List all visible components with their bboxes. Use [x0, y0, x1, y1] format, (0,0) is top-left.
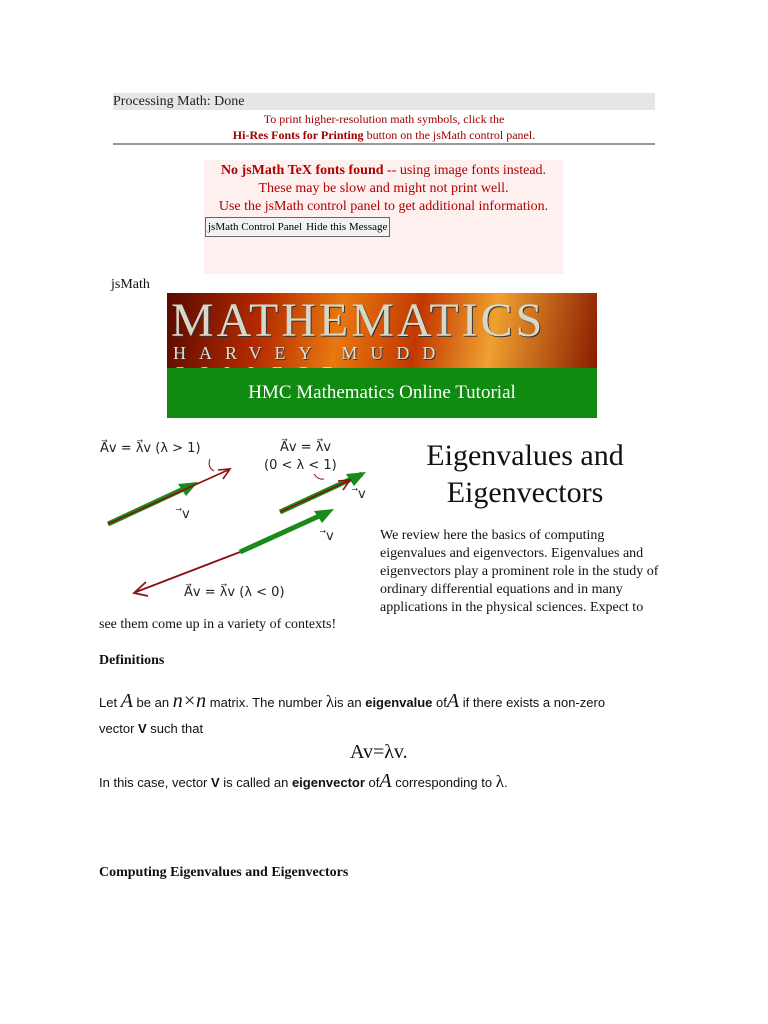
pointer-1 [209, 459, 214, 471]
diagram-label-eq-2: A⃗v = λ⃗v [280, 440, 332, 455]
diagram-label-lambda-lt-0: A⃗v = λ⃗v (λ < 0) [184, 585, 285, 600]
corresponding-text: corresponding to [391, 775, 496, 790]
banner-tutorial-title: HMC Mathematics Online Tutorial [248, 382, 516, 403]
is-an-text: is an [334, 695, 366, 710]
arrow-v-3 [240, 512, 328, 552]
lambda-symbol: λ [325, 692, 335, 711]
definition-line-2 [99, 721, 203, 736]
warning-rest1: -- using image fonts instead. [383, 163, 547, 178]
in-this-case-text: In this case, vector [99, 775, 211, 790]
be-an-text: be an [132, 695, 173, 710]
banner-title: MATHEMATICS [171, 294, 546, 347]
hide-message-button[interactable]: Hide this Message [304, 218, 389, 236]
arrow-av-1 [108, 470, 228, 524]
divider [113, 143, 655, 145]
diagram-label-lambda-gt-1: A⃗v = λ⃗v (λ > 1) [100, 441, 201, 456]
diagram-label-lambda-between: (0 < λ < 1) [264, 458, 337, 473]
diagram-v-label-3: ⃗v [326, 529, 334, 544]
definitions-heading: Definitions [99, 653, 165, 668]
vector-text: vector [99, 721, 139, 736]
period: . [503, 775, 508, 790]
n-by-n: n×n [172, 690, 207, 712]
jsmath-control-panel-button[interactable]: jsMath Control Panel [206, 218, 304, 236]
definition-line-1 [99, 690, 605, 713]
diagram-v-label-2: ⃗v [358, 487, 366, 502]
page-title-line1: Eigenvalues and [426, 439, 624, 472]
jsmath-warning-text [204, 162, 563, 216]
vector-v: V [138, 721, 147, 736]
arrow-av-2 [280, 481, 348, 512]
hmc-math-banner[interactable] [167, 293, 597, 418]
eigenvector-term: eigenvector [291, 775, 365, 790]
page-title-line2: Eigenvectors [446, 476, 604, 509]
matrix-a-2: A [446, 690, 460, 712]
eigenvalue-term: eigenvalue [365, 695, 433, 710]
of-text-2: of [364, 775, 380, 790]
warning-line1 [204, 162, 563, 180]
if-exists-text: if there exists a non-zero [459, 695, 606, 710]
page-title [405, 437, 645, 511]
is-called-text: is called an [219, 775, 292, 790]
banner-subtitle: HARVEY MUDD [173, 343, 449, 363]
jsmath-label: jsMath [111, 277, 150, 292]
matrix-text: matrix. The number [206, 695, 326, 710]
warning-bold: No jsMath TeX fonts found [220, 163, 384, 178]
status-text: Processing Math: Done [113, 94, 245, 109]
matrix-a-3: A [379, 770, 392, 792]
pointer-2 [314, 474, 324, 479]
vector-v-2: V [211, 775, 220, 790]
math-status-bar [113, 93, 655, 110]
print-note-line2 [113, 127, 655, 143]
let-text: Let [99, 695, 118, 710]
warning-line3: Use the jsMath control panel to get additional information. [218, 199, 549, 214]
such-that-text: such that [146, 721, 204, 736]
print-note [113, 111, 655, 143]
lambda-symbol-2: λ [495, 772, 504, 791]
equation-text: Av=λv. [350, 741, 408, 763]
warning-buttons [205, 217, 390, 237]
print-note-line1: To print higher-resolution math symbols, click the [263, 112, 505, 126]
matrix-a: A [120, 690, 133, 712]
print-note-rest: button on the jsMath control panel. [363, 128, 536, 142]
warning-line2: These may be slow and might not print well. [258, 181, 509, 196]
intro-paragraph-tail: see them come up in a variety of contexts! [99, 617, 337, 632]
of-text: of [432, 695, 447, 710]
diagram-v-label-1: ⃗v [182, 507, 190, 522]
eigen-equation [350, 741, 408, 764]
eigenvector-diagram [100, 432, 390, 607]
intro-paragraph: We review here the basics of computing eigenvalues and eigenvectors. Eigenvalues and eigenvectors play a prominent role in the study of ordinary differential equations and in many applications in the physical sciences. Expect to [380, 528, 659, 615]
hi-res-fonts-label: Hi-Res Fonts for Printing [232, 128, 364, 142]
definition-line-3 [99, 770, 508, 793]
computing-heading: Computing Eigenvalues and Eigenvectors [99, 865, 349, 880]
